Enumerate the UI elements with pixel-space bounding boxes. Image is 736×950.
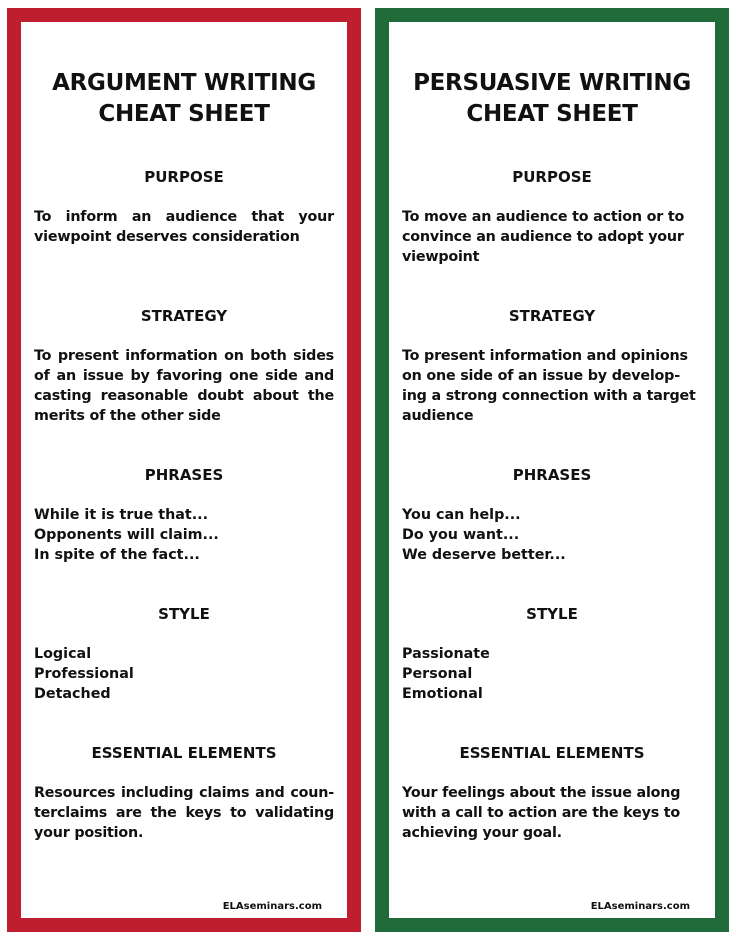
list-item: Professional [34,666,134,682]
persuasive-title [402,68,702,130]
persuasive-card-content [402,22,702,918]
text-line: your position. [34,825,144,841]
text-line: Your feelings about the issue along [402,785,681,801]
text-line: viewpoint deserves consideration [34,229,300,245]
list-item: We deserve better... [402,547,566,563]
list-item: Opponents will claim... [34,527,219,543]
list-item: Detached [34,686,111,702]
list-item: You can help... [402,507,521,523]
argument-footer-url: ELAseminars.com [222,901,322,912]
argument-purpose-heading: PURPOSE [144,168,224,186]
text-line: viewpoint [402,249,480,265]
list-item: Do you want... [402,527,520,543]
argument-title-line: CHEAT SHEET [98,101,270,127]
text-line: achieving your goal. [402,825,562,841]
list-item: In spite of the fact... [34,547,200,563]
persuasive-strategy-heading: STRATEGY [508,307,596,325]
persuasive-writing-card [375,8,729,932]
text-line: To present information and opinions [402,348,688,364]
list-item: Passionate [402,646,490,662]
persuasive-elements-text [402,783,702,843]
text-line: To inform an audience that your [34,209,334,225]
persuasive-style-heading: STYLE [526,605,578,623]
argument-phrases-heading: PHRASES [144,466,224,484]
argument-style-list [34,644,334,704]
text-line: convince an audience to adopt your [402,229,684,245]
text-line: of an issue by favoring one side and [34,368,334,384]
persuasive-purpose-heading: PURPOSE [512,168,592,186]
text-line: merits of the other side [34,408,221,424]
argument-writing-card [7,8,361,932]
persuasive-title-line: CHEAT SHEET [466,101,638,127]
text-line: on one side of an issue by develop- [402,368,680,384]
persuasive-footer-url: ELAseminars.com [590,901,690,912]
text-line: Resources including claims and coun- [34,785,334,801]
persuasive-style-list [402,644,702,704]
argument-title-line: ARGUMENT WRITING [52,70,316,96]
text-line: To move an audience to action or to [402,209,685,225]
list-item: Personal [402,666,473,682]
argument-elements-text [34,783,334,843]
persuasive-phrases-heading: PHRASES [512,466,592,484]
list-item: Logical [34,646,92,662]
persuasive-elements-heading: ESSENTIAL ELEMENTS [459,744,645,762]
argument-phrases-list [34,505,334,565]
text-line: To present information on both sides [34,348,334,364]
list-item: Emotional [402,686,483,702]
list-item: While it is true that... [34,507,209,523]
argument-strategy-text [34,346,334,426]
persuasive-strategy-text [402,346,702,426]
persuasive-purpose-text [402,207,702,267]
persuasive-phrases-list [402,505,702,565]
argument-style-heading: STYLE [158,605,210,623]
argument-title [34,68,334,130]
text-line: casting reasonable doubt about the [34,388,334,404]
text-line: ing a strong connection with a target [402,388,696,404]
text-line: terclaims are the keys to validating [34,805,334,821]
argument-strategy-heading: STRATEGY [140,307,228,325]
argument-card-content [34,22,334,918]
text-line: with a call to action are the keys to [402,805,681,821]
argument-elements-heading: ESSENTIAL ELEMENTS [91,744,277,762]
persuasive-title-line: PERSUASIVE WRITING [413,70,691,96]
argument-purpose-text [34,207,334,247]
text-line: audience [402,408,474,424]
